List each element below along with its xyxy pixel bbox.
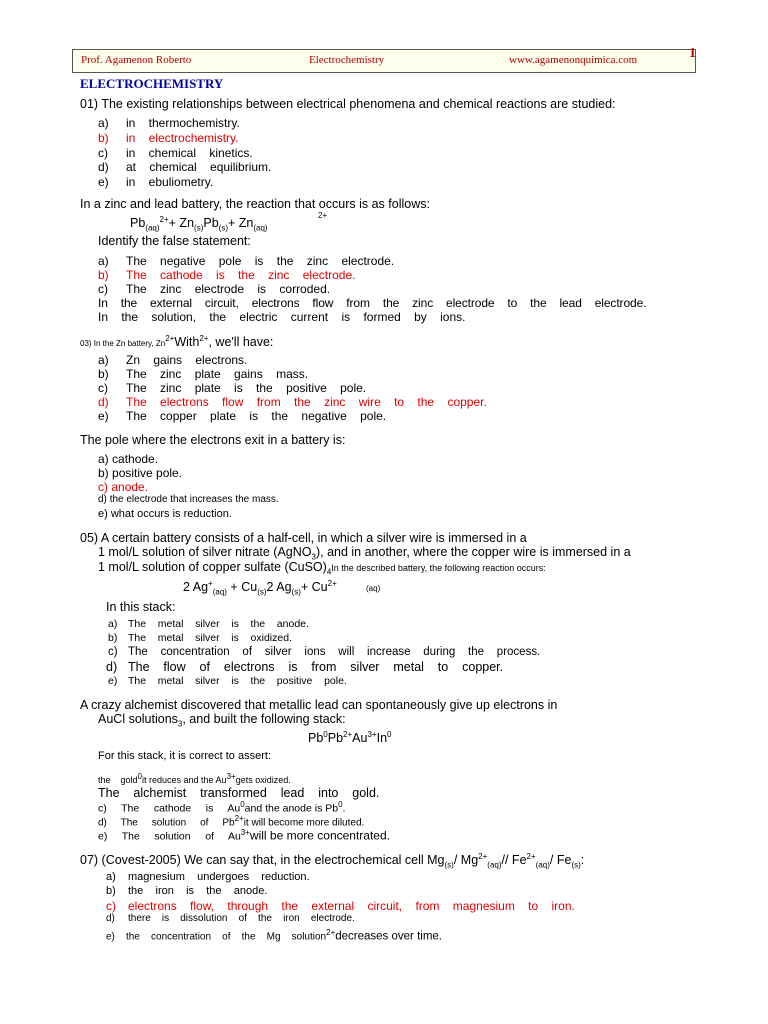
- q7-option-c: c) electrons flow, through the external circuit, from magnesium to iron.: [106, 899, 575, 913]
- q5-line1: 05) A certain battery consists of a half-cell, in which a silver wire is immersed in a: [80, 531, 527, 545]
- q6-option-e: e) The solution of $Au^{3+}will$ be more concentrated.: [98, 828, 390, 843]
- q6-line1: A crazy alchemist discovered that metallic lead can spontaneously give up electrons in: [80, 698, 558, 712]
- q5-line2: 1 mol/L solution of silver nitrate (AgNO$_3$), and in another, where the copper wire is immersed in a: [98, 545, 631, 562]
- header-site[interactable]: www.agamenonquimica.com: [509, 54, 638, 66]
- q5-line3: 1 mol/L solution of copper sulfate $(CuSO)_4In$ the described battery, the following reaction occurs:: [98, 560, 546, 577]
- q4-option-c: c) anode.: [98, 480, 149, 494]
- q5-equation: 2 $Ag^+_{(aq)} + Cu_{(s)}2$ $Ag_{(s)}+ Cu^{2+}$: [183, 579, 337, 597]
- q4-stem: The pole where the electrons exit in a battery is:: [80, 433, 346, 447]
- q3-option-e: e) The copper plate is the negative pole.: [98, 409, 387, 423]
- q4-option-b: b) positive pole.: [98, 466, 183, 480]
- q2-prompt: Identify the false statement:: [98, 234, 251, 248]
- q7-option-b: b) the iron is the anode.: [106, 885, 268, 897]
- q6-line2: AuCl solutions$_3$, and built the following stack:: [98, 712, 346, 729]
- q5-eq-aq: (aq): [366, 584, 381, 593]
- q7-stem: 07) (Covest-2005) We can say that, in the electrochemical cell $Mg_{(s)}/$ $Mg^{2+}_{(aq)}//$ $Fe^{2+}_{(aq)}/$ $Fe_{(s)}$:: [80, 852, 585, 870]
- q3-option-b: b) The zinc plate gains mass.: [98, 367, 309, 381]
- q3-option-c: c) The zinc plate is the positive pole.: [98, 381, 367, 395]
- q2-option-a: a) The negative pole is the zinc electrode.: [98, 254, 395, 268]
- q5-option-a: a) The metal silver is the anode.: [108, 618, 309, 630]
- q7-option-d: d) there is dissolution of the iron electrode.: [106, 913, 355, 924]
- q1-option-e: e) in ebuliometry.: [98, 175, 214, 189]
- q7-option-e: e) the concentration of the Mg solution$^{2+}$decreases over time.: [106, 928, 442, 943]
- q4-option-a: a) cathode.: [98, 452, 159, 466]
- q1-option-b: b) in electrochemistry.: [98, 131, 239, 145]
- page-number: 1: [689, 46, 696, 61]
- q2-eq-sup: 2+: [318, 211, 328, 220]
- q6-option-c: c) The cathode is Au$^0$and the anode is Pb$^0$.: [98, 800, 346, 815]
- q6-option-a: the gold$^0$it reduces and the $Au^{3+}gets$ oxidized.: [98, 772, 291, 785]
- q2-option-e: In the solution, the electric current is formed by ions.: [98, 310, 466, 324]
- header-author: Prof. Agamenon Roberto: [81, 54, 192, 66]
- q5-option-d: d) The flow of electrons is from silver metal to copper.: [106, 660, 504, 674]
- q5-prompt: In this stack:: [106, 600, 176, 614]
- page-header: [72, 49, 696, 73]
- q2-option-c: c) The zinc electrode is corroded.: [98, 282, 331, 296]
- q4-option-e: e) what occurs is reduction.: [98, 508, 232, 520]
- q3-stem: 03) In the Zn battery, $Zn^{2+}With^{2+}$, we'll have:: [80, 334, 274, 350]
- q2-equation: $Pb_{(aq)}^{2+}+ Zn_{(s)}Pb_{(s)}+ Zn_{(aq)}$: [130, 215, 268, 233]
- q1-stem: 01) The existing relationships between electrical phenomena and chemical reactions are studied:: [80, 97, 616, 111]
- q6-equation: $Pb^0Pb^{2+}Au^{3+}In^0$: [308, 730, 392, 746]
- q3-option-a: a) Zn gains electrons.: [98, 353, 248, 367]
- q5-option-b: b) The metal silver is oxidized.: [108, 632, 292, 644]
- q1-option-c: c) in chemical kinetics.: [98, 146, 253, 160]
- q2-stem: In a zinc and lead battery, the reaction that occurs is as follows:: [80, 197, 430, 211]
- q1-option-d: d) at chemical equilibrium.: [98, 160, 272, 174]
- q6-option-d: d) The solution of $Pb^{2+}it$ will become more diluted.: [98, 814, 365, 829]
- q5-option-e: e) The metal silver is the positive pole.: [108, 675, 347, 687]
- header-subject: Electrochemistry: [309, 54, 385, 66]
- q3-option-d: d) The electrons flow from the zinc wire to the copper.: [98, 395, 487, 409]
- q2-option-b: b) The cathode is the zinc electrode.: [98, 268, 356, 282]
- q6-option-b: The alchemist transformed lead into gold.: [98, 786, 380, 800]
- q6-prompt: For this stack, it is correct to assert:: [98, 750, 271, 762]
- q4-option-d: d) the electrode that increases the mass.: [98, 494, 279, 505]
- q1-option-a: a) in thermochemistry.: [98, 116, 240, 130]
- q2-option-d: In the external circuit, electrons flow from the zinc electrode to the lead electrode.: [98, 296, 647, 310]
- page-title: ELECTROCHEMISTRY: [80, 76, 224, 91]
- q7-option-a: a) magnesium undergoes reduction.: [106, 871, 310, 883]
- q5-option-c: c) The concentration of silver ions will increase during the process.: [108, 646, 541, 658]
